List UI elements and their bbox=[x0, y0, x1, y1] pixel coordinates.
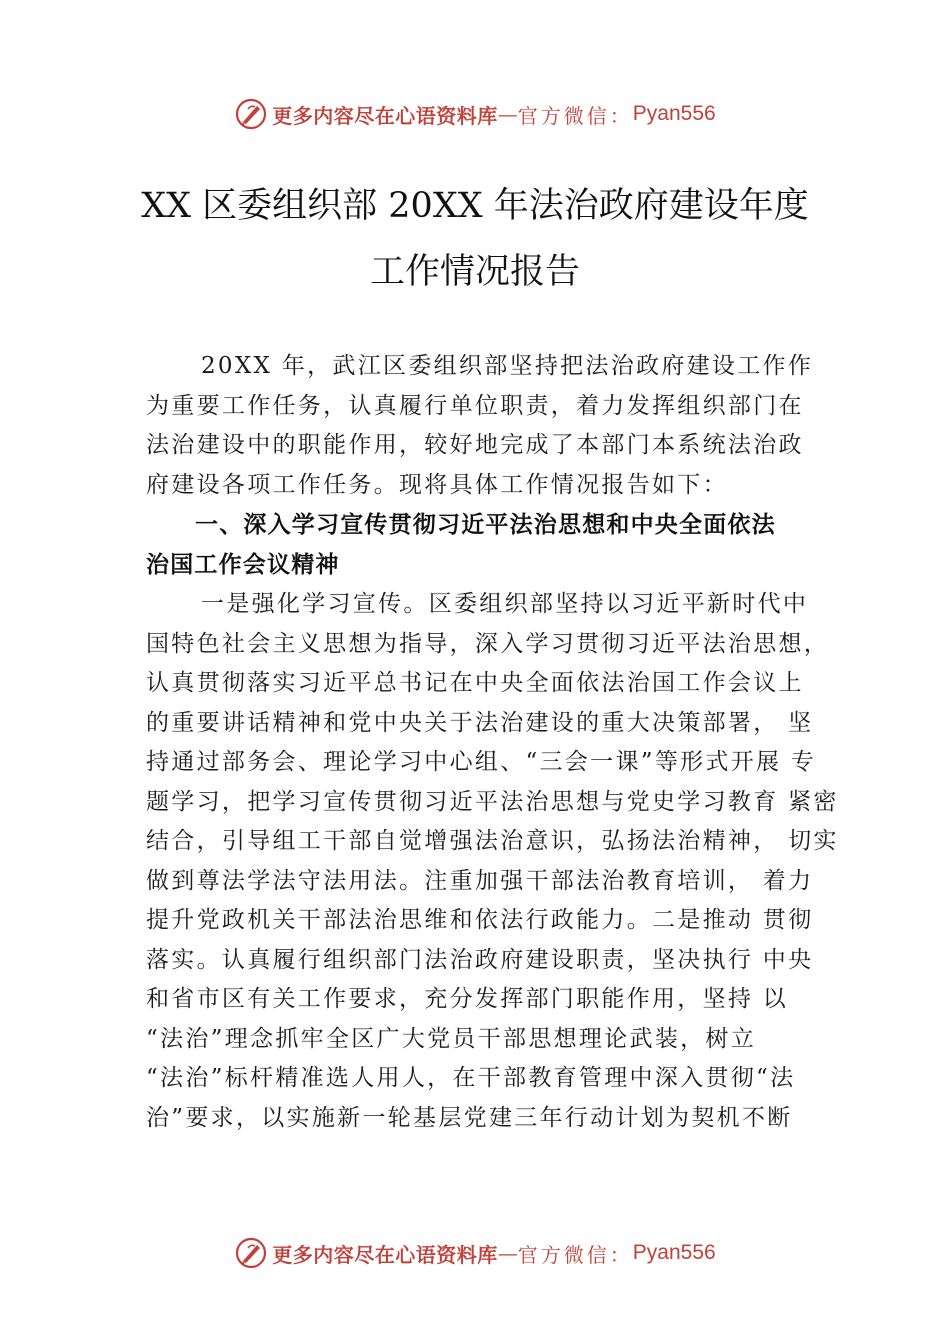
body-line: 题学习，把学习宣传贯彻习近平法治思想与党史学习教育 紧密 bbox=[146, 789, 839, 815]
body-line: “法治”标杆精准选人用人，在干部教育管理中深入贯彻“法 bbox=[146, 1065, 796, 1091]
watermark-wechat-label: 官方微信： bbox=[517, 1242, 633, 1267]
body-line: “法治”理念抓牢全区广大党员干部思想理论武装，树立 bbox=[146, 1026, 757, 1052]
body-line: 治”要求，以实施新一轮基层党建三年行动计划为契机不断 bbox=[146, 1105, 793, 1131]
watermark-brand: 更多内容尽在心语资料库 bbox=[272, 1242, 498, 1267]
section-heading: 治国工作会议精神 bbox=[146, 552, 340, 578]
body-line: 持通过部务会、理论学习中心组、“三会一课”等形式开展 专 bbox=[146, 749, 817, 775]
header-watermark-banner bbox=[0, 94, 950, 134]
body-line: 认真贯彻落实习近平总书记在中央全面依法治国工作会议上 bbox=[146, 670, 804, 696]
body-line: 结合，引导组工干部自觉增强法治意识，弘扬法治精神， 切实 bbox=[146, 828, 839, 854]
pen-logo-icon bbox=[234, 1236, 268, 1270]
watermark-account: Pyan556 bbox=[632, 1241, 716, 1264]
body-line: 一是强化学习宣传。区委组织部坚持以习近平新时代中 bbox=[201, 591, 809, 617]
body-line: 法治建设中的职能作用，较好地完成了本部门本系统法治政 bbox=[146, 432, 804, 458]
watermark-separator: — bbox=[497, 1241, 518, 1265]
watermark-wechat-label: 官方微信： bbox=[517, 103, 633, 128]
body-line: 府建设各项工作任务。现将具体工作情况报告如下： bbox=[146, 472, 728, 498]
body-line: 落实。认真履行组织部门法治政府建设职责，坚决执行 中央 bbox=[146, 947, 814, 973]
body-line: 为重要工作任务，认真履行单位职责，着力发挥组织部门在 bbox=[146, 393, 804, 419]
document-title-line2: 工作情况报告 bbox=[369, 252, 580, 292]
watermark-brand: 更多内容尽在心语资料库 bbox=[272, 103, 498, 128]
body-line: 20XX 年，武江区委组织部坚持把法治政府建设工作作 bbox=[201, 353, 814, 379]
body-line: 和省市区有关工作要求，充分发挥部门职能作用，坚持 以 bbox=[146, 986, 789, 1012]
body-line: 国特色社会主义思想为指导，深入学习贯彻习近平法治思想， bbox=[146, 631, 830, 657]
watermark-separator: — bbox=[497, 102, 518, 126]
document-title-line1: XX 区委组织部 20XX 年法治政府建设年度 bbox=[141, 186, 809, 226]
body-line: 提升党政机关干部法治思维和依法行政能力。二是推动 贯彻 bbox=[146, 907, 814, 933]
pen-logo-icon bbox=[234, 97, 268, 131]
watermark-account: Pyan556 bbox=[632, 102, 716, 125]
body-line: 的重要讲话精神和党中央关于法治建设的重大决策部署， 坚 bbox=[146, 710, 814, 736]
section-heading: 一、深入学习宣传贯彻习近平法治思想和中央全面依法 bbox=[195, 512, 776, 538]
footer-watermark-banner bbox=[0, 1233, 950, 1273]
body-line: 做到尊法学法守法用法。注重加强干部法治教育培训， 着力 bbox=[146, 868, 814, 894]
